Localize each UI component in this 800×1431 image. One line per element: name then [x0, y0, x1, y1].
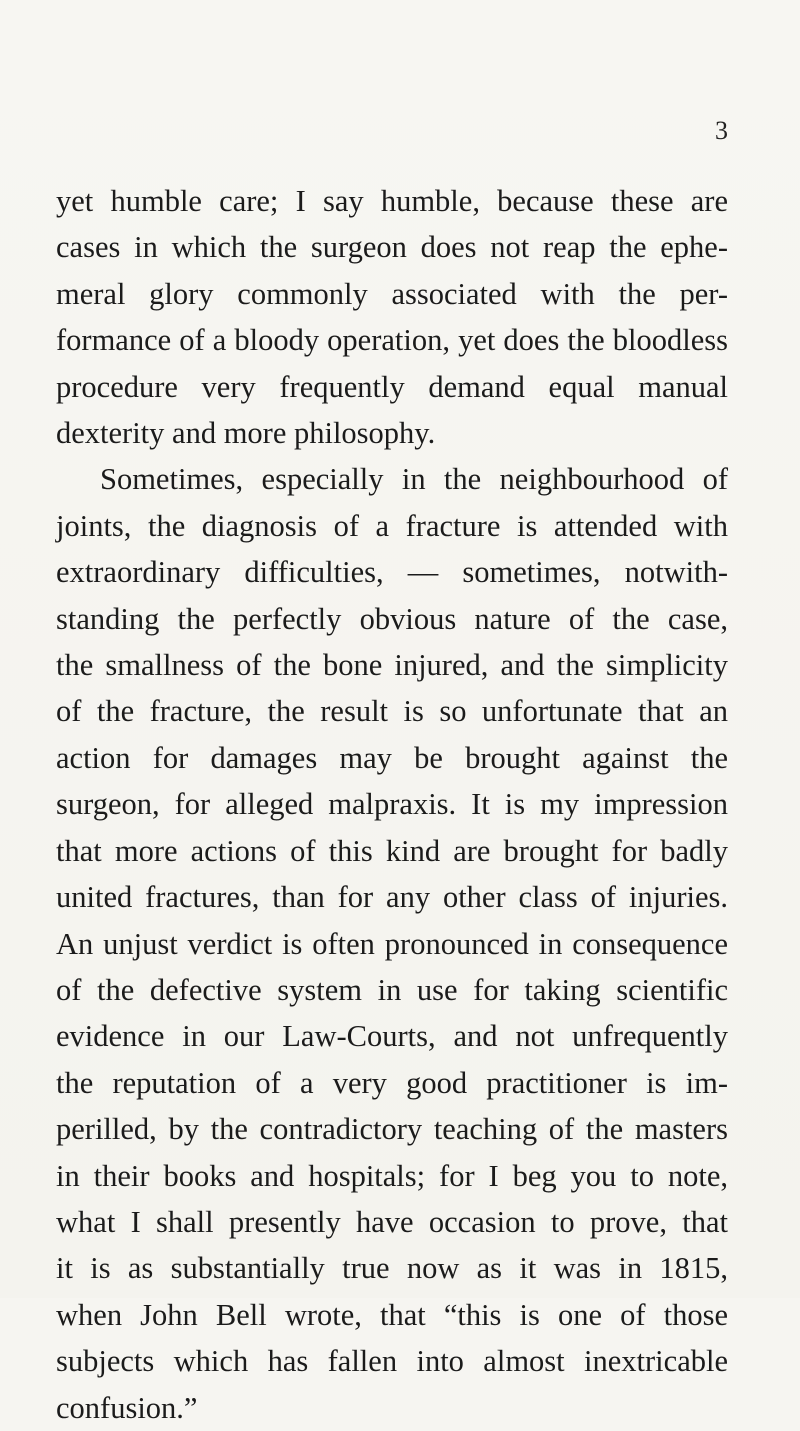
text-line: action for damages may be brought against the — [56, 740, 728, 775]
text-line: extraordinary difficulties, — sometimes, notwith- — [56, 555, 728, 590]
body-text — [56, 178, 728, 1431]
text-line: confusion.” — [56, 1390, 198, 1425]
text-line: subjects which has fallen into almost inextricable — [56, 1344, 728, 1379]
text-line: when John Bell wrote, that “this is one of those — [56, 1297, 728, 1332]
text-line: standing the perfectly obvious nature of the case, — [56, 601, 728, 636]
text-line: cases in which the surgeon does not reap the ephe- — [56, 230, 728, 265]
text-line: evidence in our Law-Courts, and not unfrequently — [56, 1019, 728, 1054]
text-line: meral glory commonly associated with the per- — [56, 276, 728, 311]
text-line: yet humble care; I say humble, because these are — [56, 184, 728, 218]
text-line: An unjust verdict is often pronounced in consequence — [56, 926, 728, 961]
paragraph-1 — [56, 178, 728, 456]
text-line: surgeon, for alleged malpraxis. It is my impression — [56, 787, 728, 822]
text-line: procedure very frequently demand equal manual — [56, 369, 728, 404]
text-line: dexterity and more philosophy. — [56, 416, 436, 451]
text-line: of the fracture, the result is so unfortunate that an — [56, 694, 728, 729]
text-line: it is as substantially true now as it was in 1815, — [56, 1251, 728, 1286]
text-line: perilled, by the contradictory teaching of the masters — [56, 1112, 728, 1147]
page-number: 3 — [715, 116, 728, 145]
text-line: Sometimes, especially in the neighbourhood of — [100, 462, 728, 497]
text-line: in their books and hospitals; for I beg you to note, — [56, 1158, 728, 1193]
text-line: the smallness of the bone injured, and the simplicity — [56, 648, 728, 683]
text-line: the reputation of a very good practitioner is im- — [56, 1065, 728, 1100]
text-line: united fractures, than for any other class of injuries. — [56, 880, 728, 915]
paragraph-2 — [56, 456, 728, 1431]
text-line: joints, the diagnosis of a fracture is attended with — [56, 508, 728, 543]
text-line: that more actions of this kind are brought for badly — [56, 833, 728, 868]
text-line: formance of a bloody operation, yet does the bloodless — [56, 323, 728, 358]
text-line: of the defective system in use for taking scientific — [56, 972, 728, 1007]
text-line: what I shall presently have occasion to prove, that — [56, 1204, 728, 1239]
